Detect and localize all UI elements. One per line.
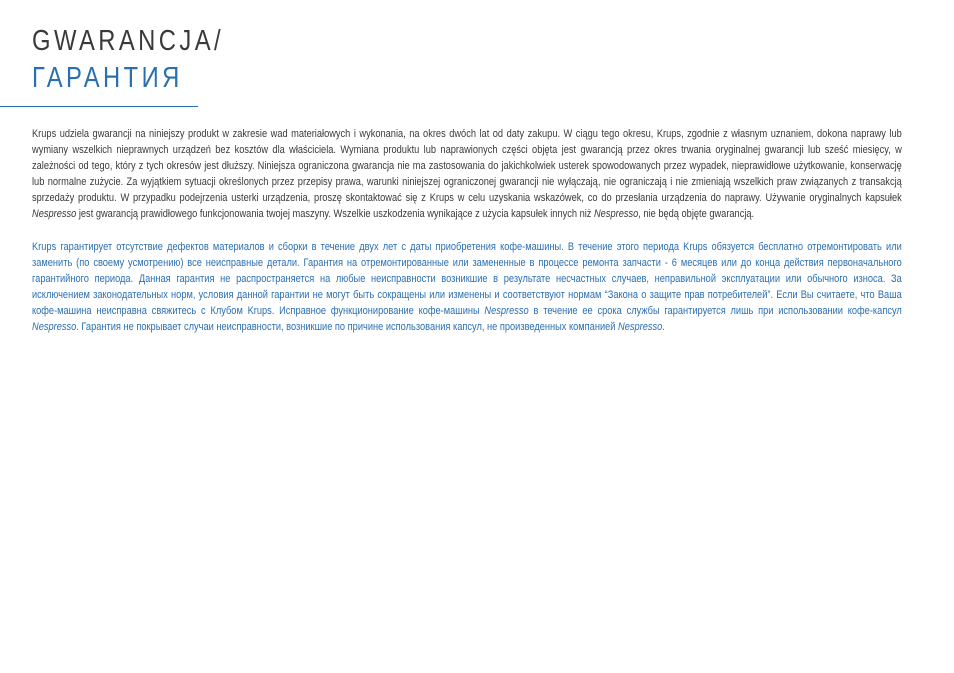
title-polish: GWARANCJA/ [32, 25, 225, 57]
warranty-paragraph-russian [32, 239, 902, 336]
brand-name-nespresso: Nespresso [32, 321, 77, 334]
warranty-paragraph-polish [32, 126, 902, 223]
warranty-pl-text-3: , nie będą objęte gwarancją. [638, 208, 755, 221]
brand-name-nespresso: Nespresso [484, 304, 529, 317]
brand-name-nespresso: Nespresso [32, 208, 77, 221]
warranty-pl-text-2: jest gwarancją prawidłowego funkcjonowania twojej maszyny. Wszelkie uszkodzenia wynikające z użycia kapsułek innych niż [78, 208, 592, 221]
brand-name-nespresso: Nespresso [593, 208, 639, 221]
warranty-pl-text-1: Krups udziela gwarancji na niniejszy produkt w zakresie wad materiałowych i wykonania, na okres dwóch lat od daty zakupu. W ciągu tego okresu, Krups, zgodnie z własnym uznaniem, dokona naprawy lub wymiany wszelkich nieprawnych urządzeń bez kosztów dla właściciela. Wymiana produktu lub naprawionych części objęta jest gwarancją przez okres trwania oryginalnej gwarancji lub sześć miesięcy, w zależności od tego, który z tych okresów jest dłuższy. Niniejsza ograniczona gwarancja nie ma zastosowania do jakichkolwiek usterek spowodowanych przez wypadek, nieprawidłowe użytkowanie, konserwację lub normalne zużycie. Za wyjątkiem sytuacji określonych przez przepisy prawa, warunki niniejszej ograniczonej gwarancji nie wyłączają, nie ograniczają i nie zmieniają wszelkich praw związanych z transakcją sprzedaży produktu. W przypadku podejrzenia usterki urządzenia, proszę skontaktować się z Krups w celu uzyskania wskazówek, co do przesłania urządzenia do naprawy. Używanie oryginalnych kapsułek [32, 128, 902, 205]
warranty-ru-text-1: Krups гарантирует отсутствие дефектов материалов и сборки в течение двух лет с даты приобретения кофе-машины. В течение этого периода Krups обязуется бесплатно отремонтировать или заменить (по своему усмотрению) все неисправные детали. Гарантия на отремонтированные или замененные в процессе ремонта запчасти - 6 месяцев или до конца действия первоначального гарантийного периода. Данная гарантия не распространяется на любые неисправности возникшие в результате несчастных случаев, неправильной эксплуатации или обычного износа. За исключением законодательных норм, условия данной гарантии не могут быть сокращены или изменены и соответствуют нормам “Закона о защите прав потребителей”. Если Вы считаете, что Ваша кофе-машина неисправна свяжитесь с Клубом Krups. Исправное функционирование кофе-машины [32, 240, 902, 317]
warranty-ru-text-3: . Гарантия не покрывает случаи неисправности, возникшие по причине использования капсул, не произведенных компанией [76, 321, 616, 334]
title-underline-divider [0, 106, 198, 107]
warranty-text-area [32, 126, 902, 335]
page-title [32, 22, 632, 96]
warranty-ru-text-2: в течение ее срока службы гарантируется лишь при использовании кофе-капсул [533, 304, 902, 317]
brand-name-nespresso: Nespresso [618, 321, 663, 334]
title-russian: ГАРАНТИЯ [32, 62, 183, 94]
warranty-ru-text-4: . [662, 321, 665, 334]
